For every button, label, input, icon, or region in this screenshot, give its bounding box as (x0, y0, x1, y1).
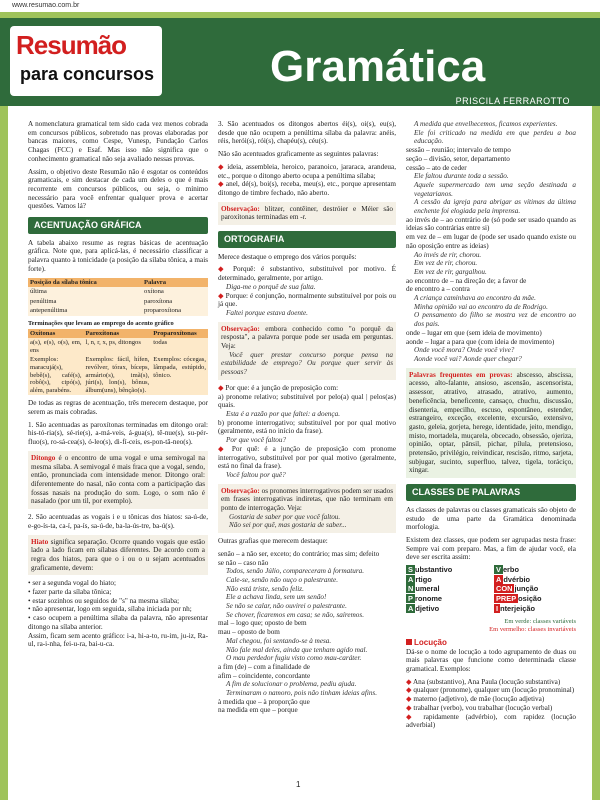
class-item: A dvérbio (496, 574, 531, 584)
example: Se não se calar, não ouvirei o palestrante. (226, 602, 347, 611)
paragraph: Outras grafias que merecem destaque: (218, 537, 328, 546)
example: Se chover, ficaremos em casa; se não, saíremos. (226, 610, 364, 619)
class-item: I nterjeição (496, 603, 535, 613)
page-title: Gramática (270, 42, 486, 91)
list-item: mal – logo que; oposto de bem (218, 619, 307, 628)
other-list (218, 550, 396, 715)
section-title-classes: CLASSES DE PALAVRAS (406, 484, 576, 501)
square-icon (406, 639, 412, 645)
example: A fim de solucionar o problema, pediu ajuda. (226, 680, 357, 689)
author-name: PRISCILA FERRAROTTO (455, 96, 570, 106)
list-item: • estar sozinhos ou seguidos de "s" na mesma sílaba; (28, 596, 180, 605)
list-item: aonde – lugar a para que (com ideia de movimento) (406, 337, 555, 346)
example: Você faltou por quê? (226, 470, 286, 479)
column-1 (28, 120, 208, 653)
example: Cale-se, senão não ouço o palestrante. (226, 575, 338, 584)
paragraph: Não são acentuados graficamente as seguintes palavras: (218, 150, 379, 159)
section-text: A tabela abaixo resume as regras básicas de acentuação gráfica. Note que, para aplicá-las, é necessário classificar a palavra quanto à tonicidade (a posição da sílaba tônica, a mais forte). (28, 238, 208, 273)
subsection-title-locucao: Locução (406, 639, 576, 648)
list-item: ◆ anel, dé(s), boi(s), receba, meu(s), etc., porque apresentam ditongo de timbre fechado, não aberto. (218, 180, 396, 197)
list-item: afim – coincidente, concordante (218, 671, 311, 680)
list-item: ◆ Porque: é conjunção, normalmente substituível por pois ou já que. (218, 291, 396, 309)
list-item: a) pronome relativo; substituível por pelo(a) qual | pelos(as) quais. (218, 392, 396, 410)
class-item: A rtigo (408, 574, 432, 584)
list-item: • caso ocupem a penúltima sílaba da palavra, não apresentar ditongo na sílaba anterior. (28, 614, 208, 631)
list-item: ao invés de – ao contrário de (só pode ser usado quando as ideias são contrárias entre si) (406, 215, 576, 233)
legend-variable: Em verde: classes variáveis (504, 617, 576, 625)
example: Em vez de rir, gargalhou. (414, 267, 487, 276)
table-cell: Exemplos: fácil, hífen, revólver, tórax, bíceps, armário(s), imã(s), júri(s), lon(s), bônus, álbum(uns), bênção(s). (85, 356, 150, 394)
list-item: • fazer parte da sílaba tônica; (28, 588, 112, 597)
note-obs-2: Observação: embora conhecido como "o porquê da resposta", a palavra porque pode ser usada em perguntas. Veja: Você quer prestar concurso porque pensa na estabilidade de emprego? Ou porque quer servir às pessoas? (218, 322, 396, 380)
example: O mau perdedor fugiu visto como mau-caráter. (226, 654, 362, 663)
class-item: CON junção (496, 584, 539, 594)
list-item: ◆ Ana (substantivo), Ana Paula (locução substantiva) (406, 677, 561, 686)
rule-1: 1. São acentuadas as paroxítonas terminadas em ditongo oral: his-tó-ria(s), sé-rie(s), a-má-veis, á-gua(s), tê-nue(s), su-pér-fluo(s), ro-sá-cea(s), ó-leo(s), di-fí-ceis, es-pon-tâ-neo(s). (28, 420, 208, 447)
table-cell: penúltima (28, 297, 142, 307)
class-item: S ubstantivo (408, 565, 453, 575)
table-cell: antepenúltima (28, 306, 142, 316)
list-item: ◆ materno (adjetivo), de mãe (locução adjetiva) (406, 695, 545, 704)
example: Terminaram o namoro, pois não tinham ideias afins. (226, 689, 378, 698)
class-item: P ronome (408, 594, 443, 604)
legend-invariable: Em vermelho: classes invariáveis (489, 626, 576, 634)
rule-2: 2. São acentuadas as vogais i e u tônicas dos hiatos: sa-ú-de, e-go-ís-ta, ca-í, pa-ís, sa-ú-de, ba-la-ús-tre, ba-ú(s). (28, 513, 208, 530)
list-item: mau – oposto de bom (218, 628, 280, 637)
list-item: na medida em que – porque (218, 706, 298, 715)
section-text: As classes de palavras ou classes gramaticais são objeto de estudo de uma parte da Gramática denominada morfologia. (406, 505, 576, 532)
note-text: significa separação. Ocorre quando vogais que estão lado a lado ficam em sílabas diferentes. De acordo com a regra dos hiatos, para que o i ou o u sejam acentuados graficamente, devem: (31, 537, 205, 572)
header-stripe (0, 12, 600, 18)
list-item: ◆ Por quê: é a junção de preposição com pronome interrogativo, substituível por por qual motivo (geralmente, está no final da frase). (218, 444, 397, 471)
example: Mal chegou, foi sentando-se à mesa. (226, 636, 332, 645)
list-item: ◆ qualquer (pronome), qualquer um (locução pronominal) (406, 686, 575, 695)
note-ditongo (28, 451, 208, 509)
table-caption: Terminações que levam ao emprego do acento gráfico (28, 319, 174, 327)
list-item: ◆ trabalhar (verbo), vou trabalhar (locução verbal) (406, 703, 553, 712)
list-item: a fim (de) – com a finalidade de (218, 662, 310, 671)
left-border (0, 106, 8, 800)
table-cell: última (28, 287, 142, 297)
table-cell: Exemplos: cócegas, lâmpada, estúpido, tônico. (151, 355, 208, 395)
page-header (0, 12, 600, 106)
section-text-2: Existem dez classes, que podem ser agrupadas nesta frase: Sempre vai com preparo. Mas, a fim de ajudar você, ela deve ser escrita assim: (406, 535, 576, 562)
class-item: V erbo (496, 565, 519, 575)
example: Não está triste, senão feliz. (226, 584, 304, 593)
list-item: b) pronome interrogativo; substituível por por qual motivo (geralmente, está no início da frase). (218, 418, 396, 436)
site-url[interactable]: www.resumao.com.br (12, 2, 80, 9)
list-item: ◆ Porquê: é substantivo, substituível por motivo. É determinado, geralmente, por artigo. (218, 265, 397, 283)
class-item: PREP osição (496, 594, 542, 604)
column-2 (218, 120, 396, 715)
example: Diga-me o porquê de sua falta. (226, 282, 316, 291)
example: Aonde você vai? Aonde quer chegar? (414, 354, 522, 363)
list-item: senão – a não ser, exceto; do contrário; mas sim; defeito (218, 549, 380, 558)
example: Por que você faltou? (226, 436, 287, 445)
paragraph: Assim, ficam sem acento gráfico: i-a, hi-a-to, ru-im, ju-iz, Ra-ul, ra-i-nha, fei-u-ra, bai-u-ca. (28, 631, 208, 649)
example: Todos, senão Júlio, compareceram à formatura. (226, 567, 365, 576)
example: Ele faltou durante toda a sessão. (414, 172, 509, 181)
intro-paragraph: A nomenclatura gramatical tem sido cada vez menos cobrada em concursos públicos, sobretudo nas provas elaboradas por bancas maiores, como Cespe, Vunesp, Fundação Carlos Chagas (FCC) e Esaf. Mas isso não significa que o conhecimento gramatical não seja avaliado nessas provas. (28, 120, 208, 163)
example: A cessão da igreja para abrigar as vítimas da última enchente foi elogiada pela imprensa. (414, 198, 576, 216)
note-label: Ditongo (31, 453, 56, 462)
table-header: Posição da sílaba tônica (28, 278, 142, 288)
example: Ele a achava linda, sem um senão! (226, 593, 327, 602)
table-header: Palavra (142, 278, 208, 288)
table-cell: a(s), e(s), o(s), em, ens (30, 339, 82, 354)
class-item: N umeral (408, 584, 440, 594)
example: Não fale mal deles, ainda que tenham agido mal. (226, 645, 368, 654)
example: A medida que envelhecemos, ficamos experientes. (414, 120, 558, 128)
example: Onde você mora? Onde você vive? (414, 346, 515, 355)
right-border (592, 106, 600, 800)
list-item: se não – caso não (218, 558, 269, 567)
table-header: Proparoxítonas (151, 329, 208, 339)
tonicity-table (28, 278, 208, 316)
note-hiato (28, 535, 208, 576)
table-cell: proparoxítona (142, 306, 208, 316)
intro-paragraph-2: Assim, o objetivo deste Resumão não é esgotar os conteúdos gramaticais, e sim destacar de cada um deles o que é mais recorrente em concursos públicos, ou seja, o mínimo necessário para você enfrentar qualquer prova e acertar questões. Vamos lá? (28, 167, 208, 211)
list-item: cessão – ato de ceder (406, 163, 467, 172)
list-item: ◆ rapidamente (advérbio), com rapidez (locução adverbial) (406, 712, 577, 730)
hiato-list (28, 579, 208, 631)
list-item: • ser a segunda vogal do hiato; (28, 579, 116, 588)
list-item: ao encontro de – na direção de; a favor de (406, 276, 527, 285)
page-number: 1 (296, 780, 301, 789)
paragraph: De todas as regras de acentuação, três merecem destaque, por serem as mais cobradas. (28, 399, 208, 417)
list-item: • não apresentar, logo em seguida, sílaba iniciada por nh; (28, 605, 192, 614)
column-3 (406, 120, 576, 730)
list-item: sessão – reunião; intervalo de tempo (406, 146, 511, 155)
section-title-acentuacao: ACENTUAÇÃO GRÁFICA (28, 217, 208, 234)
example: Ele foi criticado na medida em que perdeu a boa educação. (414, 128, 576, 146)
note-obs-1: Observação: blitzer, contêiner, destróier e Méier são paroxítonas terminadas em -r. (218, 202, 396, 225)
table-cell: paroxítona (142, 297, 208, 307)
table-cell: Exemplos: maracujá(s), bebê(s), café(s), robô(s), cipó(s), além, parabéns. (30, 356, 82, 394)
list-item: em vez de – em lugar de (pode ser usado quando existe ou não oposição entre as ideias) (406, 233, 576, 250)
example: Esta é a razão por que faltei: a doença. (226, 409, 340, 418)
note-text: é o encontro de uma vogal e uma semivogal na mesma sílaba. A semivogal é mais fraca que a vogal, sendo, então, pronunciada com intensidade menor. Ditongo oral: diferentemente do nasal, não conta com a participação das fossas nasais na produção do som. Logo, o som não é nasalado (por um til, por exemplo). (31, 453, 206, 506)
list-item: à medida que – à proporção que (218, 697, 310, 706)
brand-logo (10, 26, 162, 96)
paragraph: Dá-se o nome de locução a todo agrupamento de duas ou mais palavras que funcione como determinada classe gramatical. Exemplos: (406, 647, 576, 674)
list-item: ◆ ideia, assembleia, heroico, paranoico, jararaca, arandeua, etc., porque o ditongo aberto ocupa a penúltima sílaba; (218, 162, 397, 180)
table-cell: todas (151, 338, 208, 355)
logo-line-2: para concursos (20, 64, 155, 84)
class-item: A djetivo (408, 603, 440, 613)
table-header: Oxítonas (28, 329, 84, 339)
table-cell: oxítona (142, 287, 208, 297)
note-obs-3: Observação: os pronomes interrogativos podem ser usados em frases interrogativas indiretas, que não terminam em ponto de interrogação. Veja: Gostaria de saber por que você faltou. Não sei por quê, mas gostaria de saber... (218, 484, 396, 534)
logo-line-1: Resumão (16, 30, 127, 60)
list-item: ◆ Por que: é a junção de preposição com: (218, 383, 339, 392)
example: Aquele supermercado tem uma seção destinada a vegetarianos. (414, 180, 576, 198)
example: A criança caminhava ao encontro da mãe. (414, 294, 536, 303)
section-title-ortografia: ORTOGRAFIA (218, 231, 396, 248)
example: Em vez de rir, chorou. (414, 259, 478, 268)
frequent-words-box: Palavras frequentes em provas: abscesso, abscissa, acesso, alto-falante, ansioso, ascensão, ascensorista, assessor, atrativo, atrasado, atrativo, aumento, beneficência, beneficente, cansaço, chuchu, discussão, disenteria, empecilho, escuso, espontâneo, estender, estrangeiro, exceção, excelente, excursão, extensivo, gasto, geleia, gorjeta, herege, identidade, jeito, mendigo, misto, mortadela, muçarela, obcecado, obsessão, ojeriza, opinião, optar, pânsil, pichar, pílula, pretensioso, pretensão, privilégio, reivindicar, rescisão, ritmo, sarjeta, subjugar, sucinto, superfluo, talvez, tigela, toráciço, xingar. (406, 368, 576, 478)
word-classes-grid (406, 566, 576, 614)
example: Faltei porque estava doente. (226, 308, 308, 317)
table-cell: l, n, r, x, ps, ditongos (84, 338, 152, 355)
list-item: de encontro a – contra (406, 285, 470, 294)
rule-3: 3. São acentuados os ditongos abertos éi(s), oi(s), eu(s), desde que não ocupem a penúltima sílaba da palavra: anéis, réis, herói(s), rói(s), chapéu(s), céu(s). (218, 120, 396, 146)
example: Ao invés de rir, chorou. (414, 250, 482, 259)
list-item: onde – lugar em que (sem ideia de movimento) (406, 328, 542, 337)
note-label: Hiato (31, 537, 49, 546)
list-item: seção – divisão, setor, departamento (406, 154, 510, 163)
example: Minha opinião vai ao encontro da de Rodrigo. (414, 302, 548, 311)
table-header: Paroxítonas (84, 329, 152, 339)
example: O pensamento do filho se mostra vez de encontro ao dos pais. (414, 311, 576, 329)
section-text: Merece destaque o emprego dos vários porquês: (218, 252, 357, 261)
accent-table (28, 329, 208, 396)
